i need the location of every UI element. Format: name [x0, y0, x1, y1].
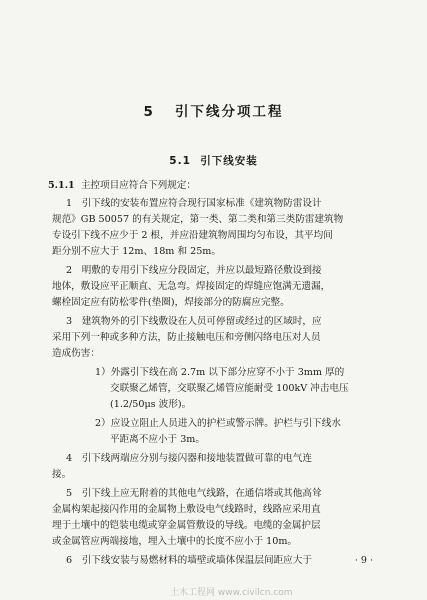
- body-line: 距分别不应大于 12m、18m 和 25m。: [52, 246, 222, 257]
- clause-number: 5.1.1: [48, 180, 75, 191]
- body-line: 规范》GB 50057 的有关规定，第一类、第二类和第三类防雷建筑物: [52, 214, 344, 225]
- body-line: 造成伤害：: [52, 348, 100, 359]
- clause-5-1-1: [48, 179, 196, 192]
- sub-item-line: 2）应设立阻止人员进入的护栏或警示牌。护栏与引下线水: [95, 418, 341, 429]
- body-line: 专设引下线不应少于 2 根，并应沿建筑物周围均匀布设，其平均间: [52, 230, 333, 241]
- body-line: 3 建筑物外的引下线敷设在人员可停留或经过的区域时，应: [66, 316, 322, 327]
- page-number: · 9 ·: [354, 555, 373, 566]
- chapter-title-text: 引下线分项工程: [175, 104, 284, 120]
- body-line: 2 明敷的专用引下线应分段固定，并应以最短路径敷设到接: [66, 265, 322, 276]
- section-title: [0, 153, 427, 168]
- sub-item-line: 交联聚乙烯管，交联聚乙烯管应能耐受 100kV 冲击电压: [110, 383, 349, 394]
- chapter-number: 5: [143, 104, 155, 120]
- section-number: 5.1: [169, 155, 191, 167]
- body-line: 5 引下线上应无附着的其他电气线路，在通信塔或其他高耸: [66, 488, 322, 499]
- body-line: 6 引下线安装与易燃材料的墙壁或墙体保温层间距应大于: [66, 555, 312, 566]
- body-line: 地体，敷设应平正顺直、无急弯。焊接固定的焊缝应饱满无遗漏，: [52, 281, 331, 292]
- body-line: 埋于土壤中的铠装电缆或穿金属管敷设的导线。电缆的金属护层: [52, 520, 321, 531]
- body-line: 螺栓固定应有防松零件(垫圈)，焊接部分的防腐应完整。: [52, 297, 290, 308]
- body-line: 4 引下线两端应分别与接闪器和接地装置做可靠的电气连: [66, 453, 312, 464]
- body-line: 1 引下线的安装布置应符合现行国家标准《建筑物防雷设计: [66, 198, 322, 209]
- body-line: 金属构架起接闪作用的金属物上敷设电气线路时，线路应采用直: [52, 504, 321, 515]
- body-line: 或金属管应两端接地，埋入土壤中的长度不应小于 10m。: [52, 536, 298, 547]
- body-line: 采用下列一种或多种方法，防止接触电压和旁侧闪络电压对人员: [52, 332, 321, 343]
- clause-text: 主控项目应符合下列规定：: [80, 180, 196, 191]
- body-line: 接。: [52, 469, 72, 480]
- watermark: 土木工程网 www.civilcn.com: [170, 588, 293, 598]
- sub-item-line: 平距离不应小于 3m。: [110, 434, 206, 445]
- sub-item-line: 1）外露引下线在高 2.7m 以下部分应穿不小于 3mm 厚的: [95, 367, 345, 378]
- chapter-title: [0, 100, 427, 120]
- sub-item-line: (1.2/50μs 波形)。: [110, 399, 192, 410]
- section-title-text: 引下线安装: [200, 155, 258, 167]
